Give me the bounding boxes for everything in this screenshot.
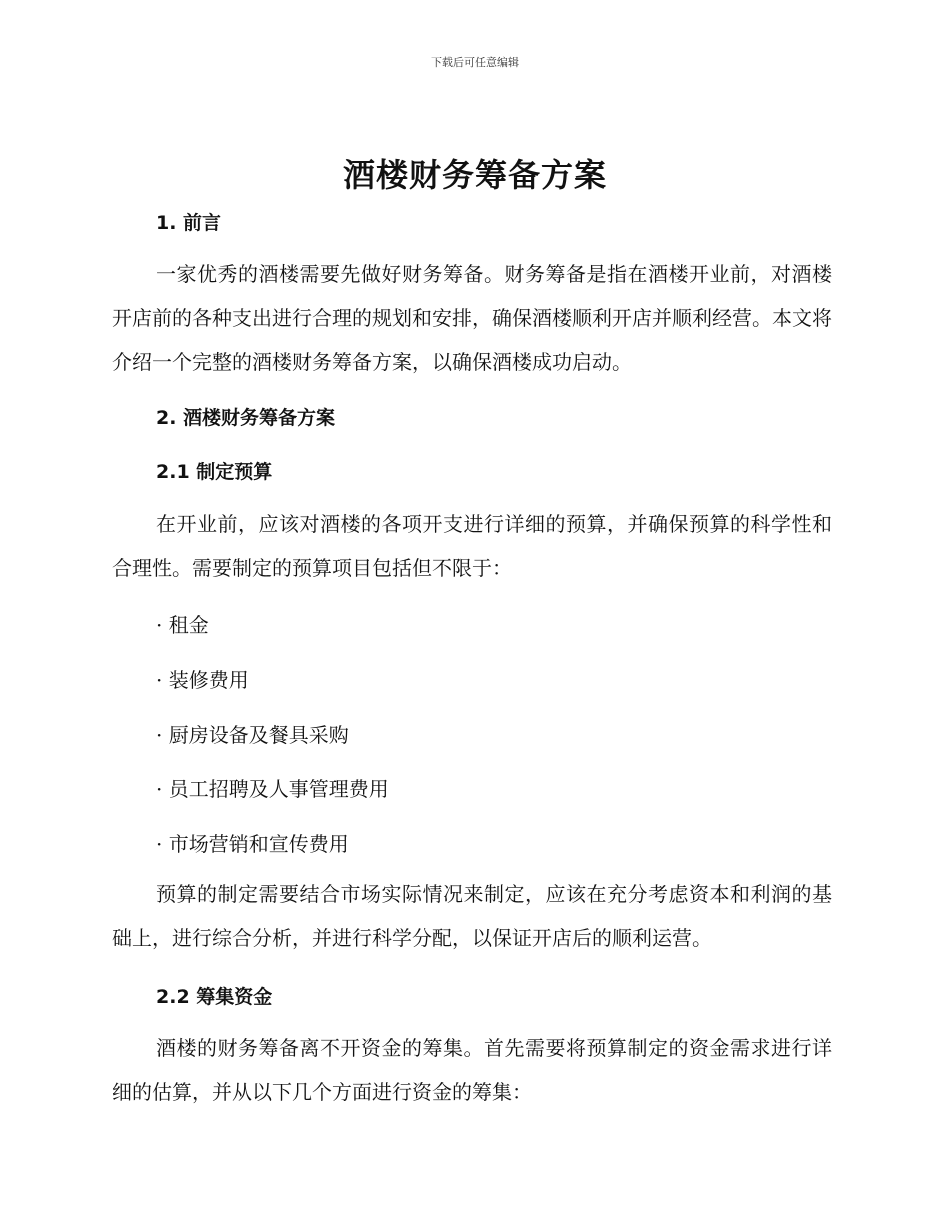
bullet-item: · 厨房设备及餐具采购 [156, 723, 349, 747]
bullet-item: · 员工招聘及人事管理费用 [156, 777, 389, 801]
header-note: 下载后可任意编辑 [431, 56, 519, 69]
section-1-heading: 1. 前言 [156, 212, 222, 234]
bullet-item: · 租金 [156, 613, 209, 637]
section-2-1-paragraph: 在开业前，应该对酒楼的各项开支进行详细的预算，并确保预算的科学性和合理性。需要制定的预算项目包括但不限于： [112, 512, 832, 580]
section-2-2-paragraph: 酒楼的财务筹备离不开资金的筹集。首先需要将预算制定的资金需求进行详细的估算，并从以下几个方面进行资金的筹集： [112, 1036, 832, 1104]
section-2-heading: 2. 酒楼财务筹备方案 [156, 407, 336, 429]
document-title: 酒楼财务筹备方案 [342, 156, 607, 194]
bullet-item: · 市场营销和宣传费用 [156, 832, 349, 856]
section-2-2-heading: 2.2 筹集资金 [156, 986, 273, 1008]
bullet-item: · 装修费用 [156, 668, 249, 692]
section-1-paragraph: 一家优秀的酒楼需要先做好财务筹备。财务筹备是指在酒楼开业前，对酒楼开店前的各种支出进行合理的规划和安排，确保酒楼顺利开店并顺利经营。本文将介绍一个完整的酒楼财务筹备方案，以确保酒楼成功启动。 [112, 262, 832, 374]
section-2-1-closing-paragraph: 预算的制定需要结合市场实际情况来制定，应该在充分考虑资本和利润的基础上，进行综合分析，并进行科学分配，以保证开店后的顺利运营。 [112, 882, 832, 950]
section-2-1-heading: 2.1 制定预算 [156, 461, 273, 483]
